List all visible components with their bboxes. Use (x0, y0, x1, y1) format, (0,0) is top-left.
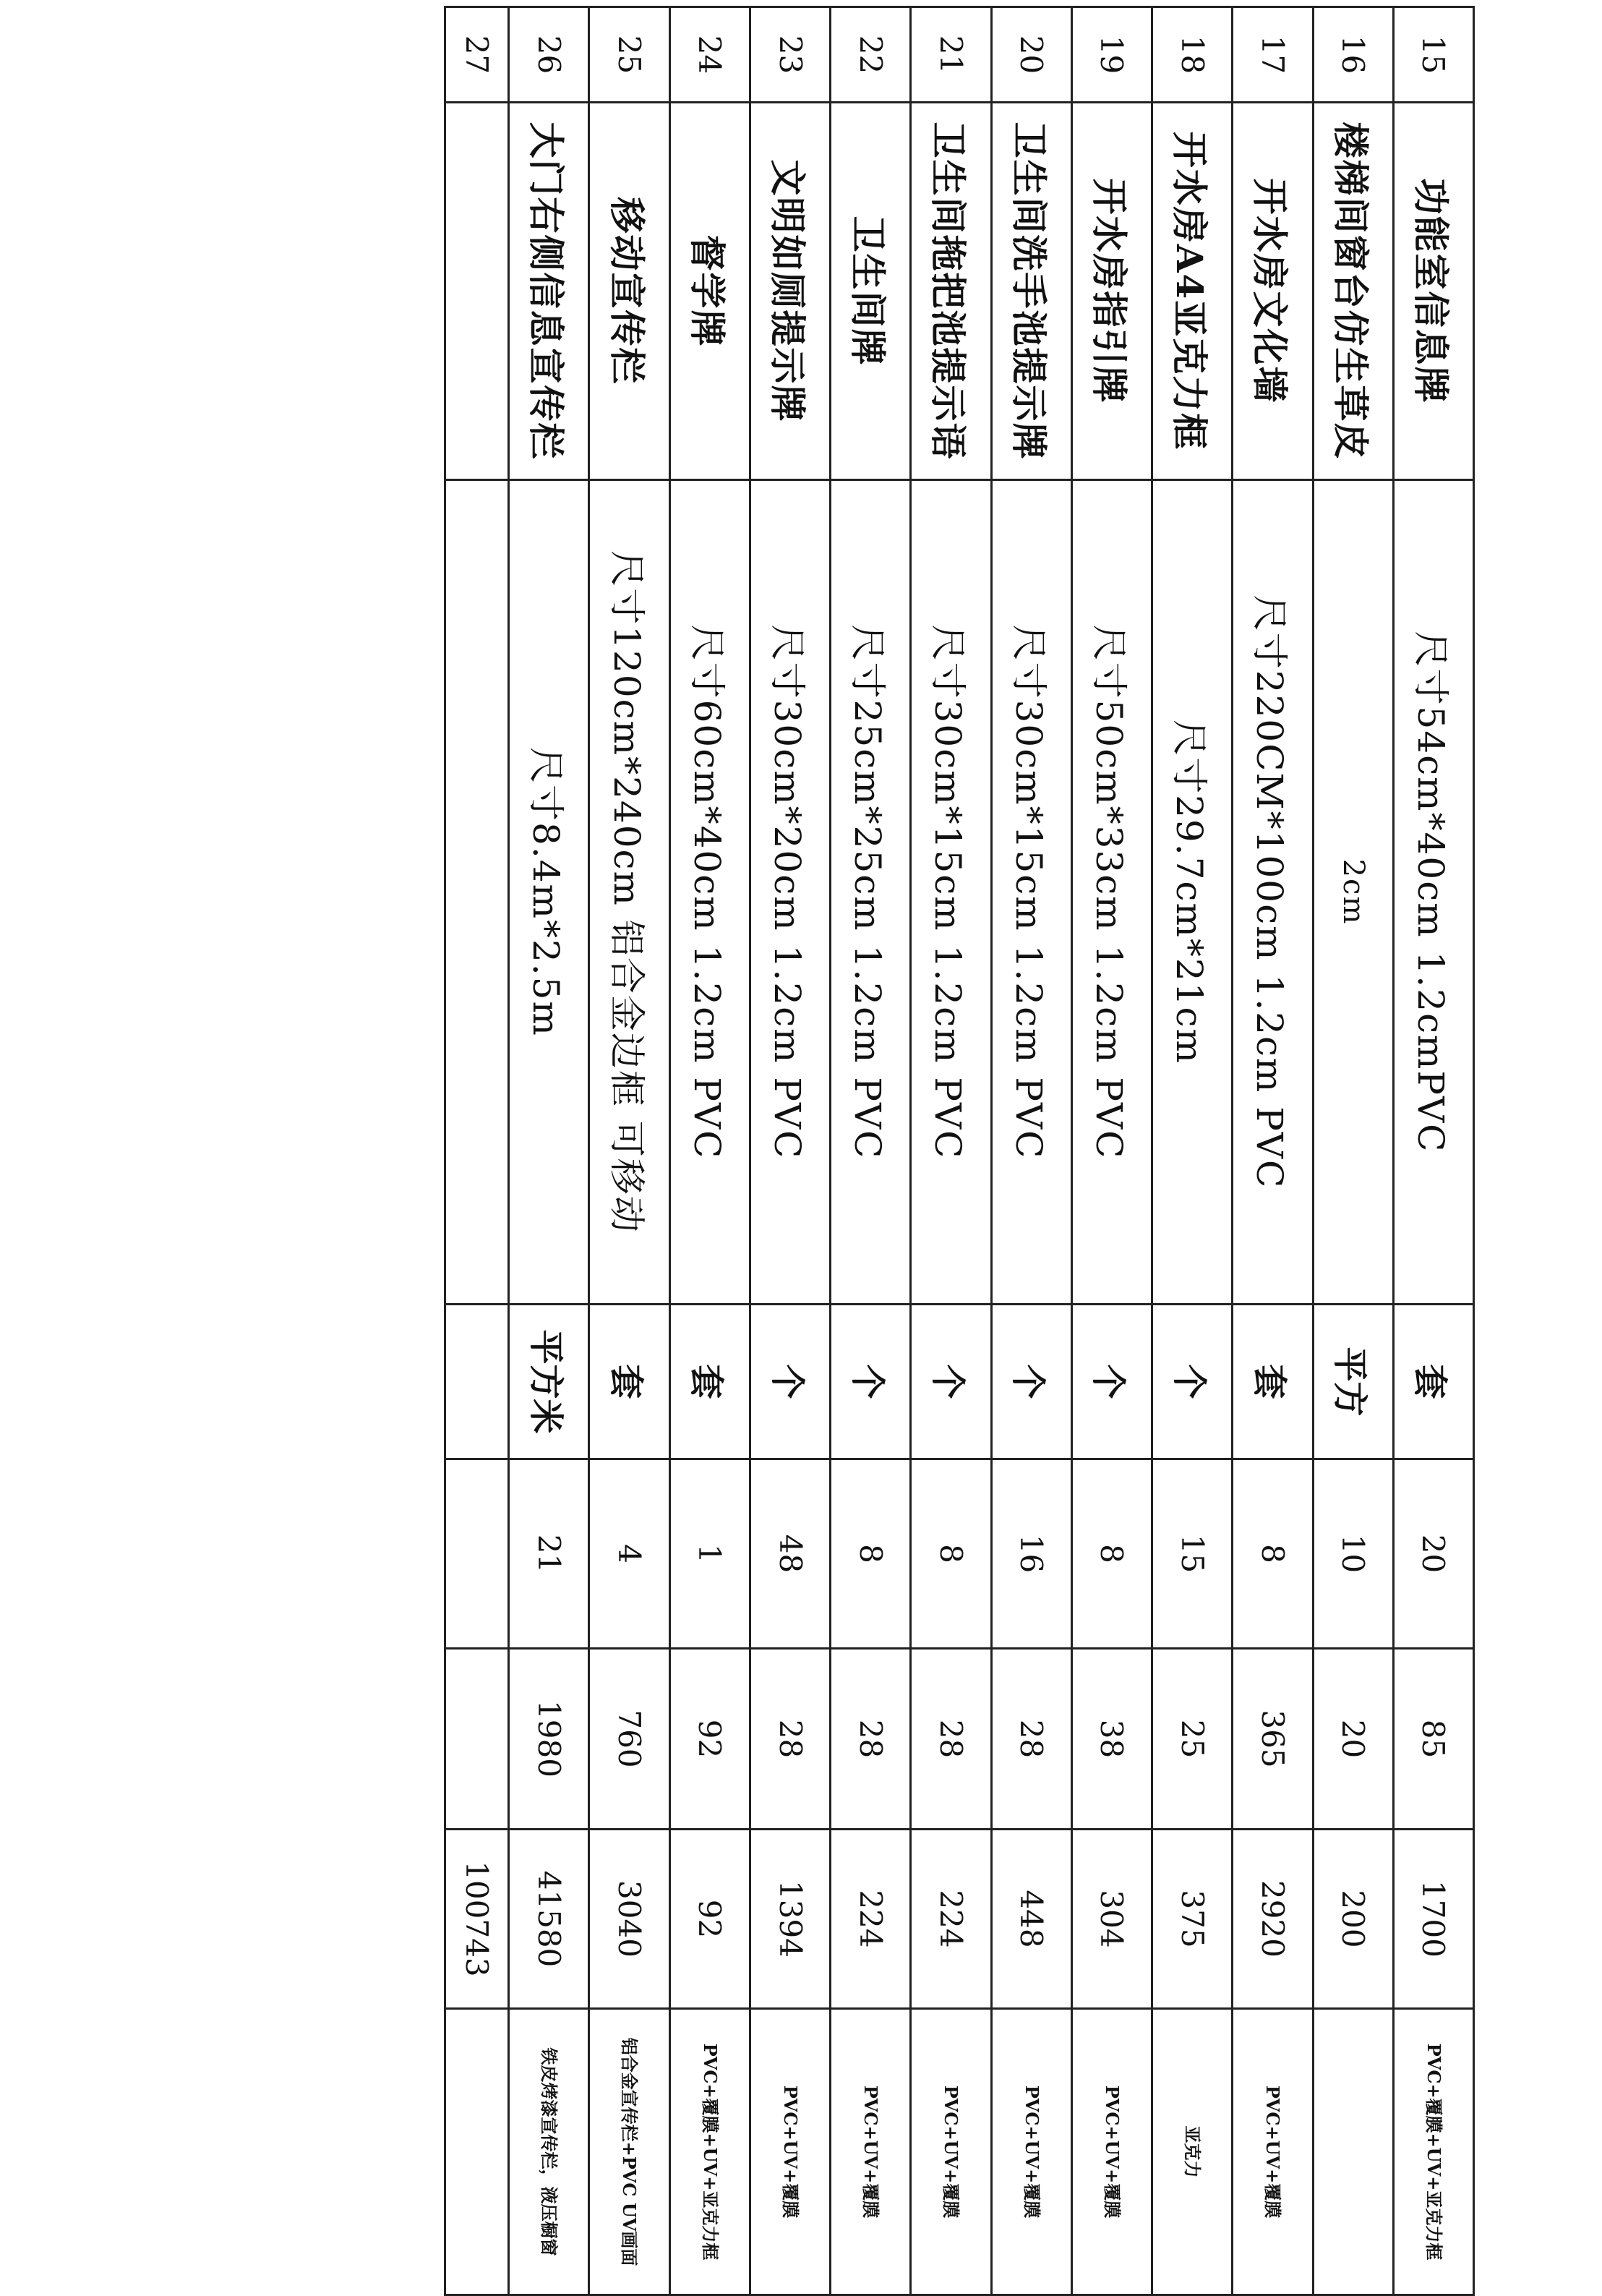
unit-price-cell: 38 (1071, 1649, 1152, 1830)
item-name-cell (445, 103, 509, 480)
material-cell: PVC+UV+覆膜 (750, 2009, 830, 2295)
quantity-cell: 8 (1071, 1459, 1152, 1649)
unit-price-cell: 20 (1313, 1649, 1393, 1830)
total-cell: 1394 (750, 1830, 830, 2009)
material-cell: PVC+UV+覆膜 (991, 2009, 1071, 2295)
spec-cell: 尺寸60cm*40cm 1.2cm PVC (669, 480, 750, 1305)
material-cell: 铝合金宣传栏+PVC UV画面 (589, 2009, 669, 2295)
item-name-cell: 功能室信息牌 (1393, 103, 1473, 480)
unit-price-cell: 92 (669, 1649, 750, 1830)
unit-price-cell: 28 (831, 1649, 911, 1830)
row-number-cell: 20 (991, 7, 1071, 103)
unit-price-cell (445, 1649, 509, 1830)
spec-cell: 尺寸29.7cm*21cm (1152, 480, 1233, 1305)
row-number-cell: 17 (1233, 7, 1313, 103)
spec-cell: 尺寸30cm*15cm 1.2cm PVC (991, 480, 1071, 1305)
item-name-cell: 开水房A4亚克力框 (1152, 103, 1233, 480)
row-number-cell: 26 (509, 7, 589, 103)
item-name-cell: 卫生间拖把池提示语 (911, 103, 991, 480)
total-cell: 375 (1152, 1830, 1233, 2009)
material-cell: 铁皮烤漆宣传栏，液压橱窗 (509, 2009, 589, 2295)
spec-cell: 尺寸50cm*33cm 1.2cm PVC (1071, 480, 1152, 1305)
price-table (444, 6, 1475, 2296)
row-number-cell: 23 (750, 7, 830, 103)
total-cell: 200 (1313, 1830, 1393, 2009)
unit-cell: 套 (1233, 1305, 1313, 1459)
item-name-cell: 移动宣传栏 (589, 103, 669, 480)
row-number-cell: 27 (445, 7, 509, 103)
item-name-cell: 开水房指引牌 (1071, 103, 1152, 480)
unit-cell: 平方米 (509, 1305, 589, 1459)
total-cell: 304 (1071, 1830, 1152, 2009)
unit-price-cell: 28 (991, 1649, 1071, 1830)
row-number-cell: 21 (911, 7, 991, 103)
unit-cell: 平方 (1313, 1305, 1393, 1459)
quantity-cell: 4 (589, 1459, 669, 1649)
row-number-cell: 18 (1152, 7, 1233, 103)
table-row (1152, 7, 1233, 2295)
spec-cell: 尺寸30cm*15cm 1.2cm PVC (911, 480, 991, 1305)
total-cell: 92 (669, 1830, 750, 2009)
item-name-cell: 楼梯间窗台仿生草皮 (1313, 103, 1393, 480)
table-row (991, 7, 1071, 2295)
spec-cell: 尺寸25cm*25cm 1.2cm PVC (831, 480, 911, 1305)
total-cell: 224 (911, 1830, 991, 2009)
item-name-cell: 开水房文化墙 (1233, 103, 1313, 480)
material-cell: PVC+覆膜+UV+亚克力框 (1393, 2009, 1473, 2295)
quantity-cell: 8 (831, 1459, 911, 1649)
item-name-cell: 卫生间牌 (831, 103, 911, 480)
quantity-cell: 8 (1233, 1459, 1313, 1649)
unit-cell: 套 (669, 1305, 750, 1459)
material-cell: PVC+UV+覆膜 (1071, 2009, 1152, 2295)
unit-price-cell: 1980 (509, 1649, 589, 1830)
unit-price-cell: 760 (589, 1649, 669, 1830)
material-cell: PVC+UV+覆膜 (911, 2009, 991, 2295)
row-number-cell: 19 (1071, 7, 1152, 103)
unit-price-cell: 28 (911, 1649, 991, 1830)
unit-price-cell: 85 (1393, 1649, 1473, 1830)
item-name-cell: 督学牌 (669, 103, 750, 480)
unit-cell: 个 (911, 1305, 991, 1459)
unit-cell: 个 (1071, 1305, 1152, 1459)
spec-cell (445, 480, 509, 1305)
quantity-cell: 1 (669, 1459, 750, 1649)
spec-cell: 尺寸54cm*40cm 1.2cmPVC (1393, 480, 1473, 1305)
material-cell: 亚克力 (1152, 2009, 1233, 2295)
table-row (1313, 7, 1393, 2295)
table-row (669, 7, 750, 2295)
row-number-cell: 25 (589, 7, 669, 103)
row-number-cell: 24 (669, 7, 750, 103)
rotated-scanned-sheet (444, 6, 1475, 2294)
table-row (750, 7, 830, 2295)
total-cell: 41580 (509, 1830, 589, 2009)
spec-cell: 2cm (1313, 480, 1393, 1305)
row-number-cell: 15 (1393, 7, 1473, 103)
spec-cell: 尺寸30cm*20cm 1.2cm PVC (750, 480, 830, 1305)
unit-cell: 套 (1393, 1305, 1473, 1459)
quantity-cell (445, 1459, 509, 1649)
item-name-cell: 卫生间洗手池提示牌 (991, 103, 1071, 480)
unit-cell: 套 (589, 1305, 669, 1459)
total-cell: 448 (991, 1830, 1071, 2009)
total-cell: 224 (831, 1830, 911, 2009)
total-cell: 1700 (1393, 1830, 1473, 2009)
unit-cell: 个 (991, 1305, 1071, 1459)
unit-price-cell: 28 (750, 1649, 830, 1830)
unit-price-cell: 25 (1152, 1649, 1233, 1830)
table-row (911, 7, 991, 2295)
material-cell: PVC+UV+覆膜 (831, 2009, 911, 2295)
total-cell: 3040 (589, 1830, 669, 2009)
spec-cell: 尺寸8.4m*2.5m (509, 480, 589, 1305)
unit-cell: 个 (750, 1305, 830, 1459)
table-row (509, 7, 589, 2295)
table-row (589, 7, 669, 2295)
spec-cell: 尺寸120cm*240cm 铝合金边框 可移动 (589, 480, 669, 1305)
row-number-cell: 22 (831, 7, 911, 103)
quantity-cell: 15 (1152, 1459, 1233, 1649)
quantity-cell: 16 (991, 1459, 1071, 1649)
spec-cell: 尺寸220CM*100cm 1.2cm PVC (1233, 480, 1313, 1305)
quantity-cell: 21 (509, 1459, 589, 1649)
table-row (445, 7, 509, 2295)
unit-cell: 个 (1152, 1305, 1233, 1459)
material-cell (1313, 2009, 1393, 2295)
table-row (831, 7, 911, 2295)
row-number-cell: 16 (1313, 7, 1393, 103)
table-row (1071, 7, 1152, 2295)
item-name-cell: 大门右侧信息宣传栏 (509, 103, 589, 480)
material-cell (445, 2009, 509, 2295)
quantity-cell: 8 (911, 1459, 991, 1649)
material-cell: PVC+UV+覆膜 (1233, 2009, 1313, 2295)
unit-price-cell: 365 (1233, 1649, 1313, 1830)
table-row (1393, 7, 1473, 2295)
table-body (445, 7, 1474, 2295)
table-row (1233, 7, 1313, 2295)
unit-cell: 个 (831, 1305, 911, 1459)
quantity-cell: 20 (1393, 1459, 1473, 1649)
quantity-cell: 48 (750, 1459, 830, 1649)
quantity-cell: 10 (1313, 1459, 1393, 1649)
material-cell: PVC+覆膜+UV+亚克力框 (669, 2009, 750, 2295)
total-cell: 100743 (445, 1830, 509, 2009)
unit-cell (445, 1305, 509, 1459)
item-name-cell: 文明如厕提示牌 (750, 103, 830, 480)
total-cell: 2920 (1233, 1830, 1313, 2009)
